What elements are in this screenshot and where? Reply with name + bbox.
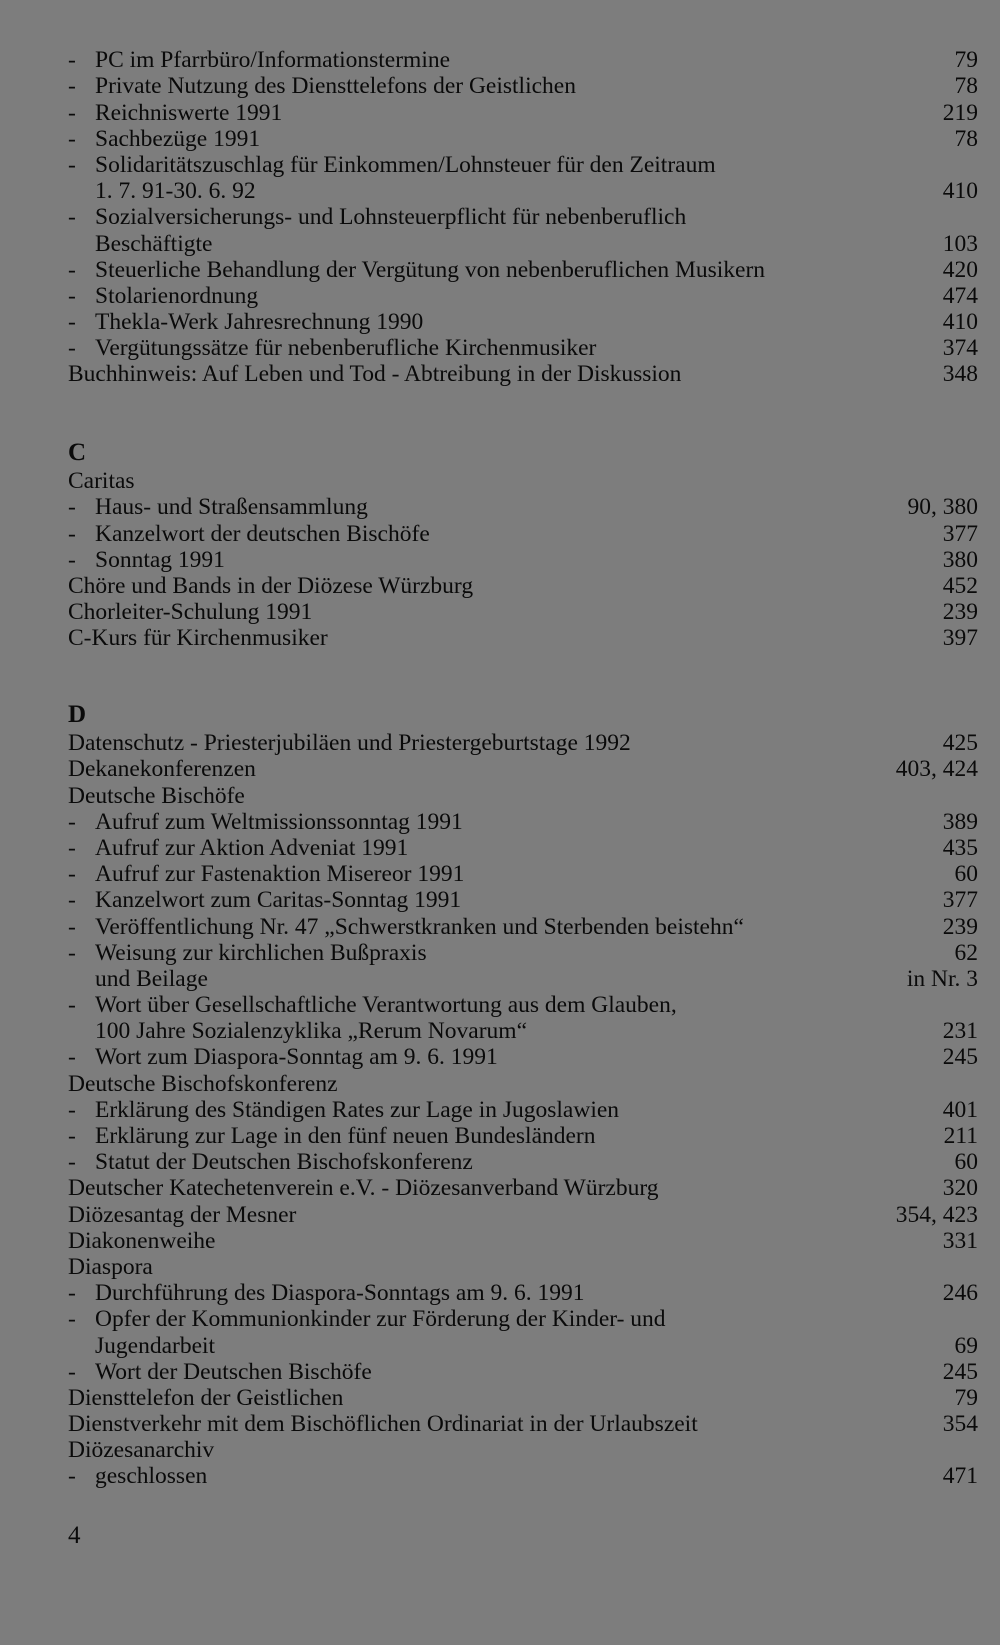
entry-page-ref: 245 — [942, 1358, 978, 1385]
index-entry — [68, 283, 978, 309]
entry-text — [68, 1280, 931, 1306]
entry-label: C-Kurs für Kirchenmusiker — [68, 625, 328, 652]
entry-text — [68, 1306, 966, 1332]
entry-label: Steuerliche Behandlung der Vergütung von nebenberuflichen Musikern — [95, 256, 766, 283]
entry-label: Sozialversicherungs- und Lohnsteuerpflicht für nebenberuflich — [95, 204, 687, 231]
entry-text — [68, 178, 931, 204]
entry-label: Aufruf zur Fastenaktion Misereor 1991 — [95, 861, 465, 888]
entry-text — [68, 1071, 966, 1097]
entry-label: Erklärung des Ständigen Rates zur Lage in Jugoslawien — [95, 1096, 620, 1123]
entry-text — [68, 1359, 931, 1385]
entry-text — [68, 361, 931, 387]
index-entry — [68, 1463, 978, 1489]
entry-text — [68, 914, 931, 940]
entry-page-ref: 474 — [942, 282, 978, 309]
entry-text — [68, 861, 943, 887]
sub-entry-dash: - — [68, 151, 76, 178]
entry-page-ref: 377 — [942, 887, 978, 914]
entry-text — [68, 468, 966, 494]
index-entry — [68, 520, 978, 546]
index-entry — [68, 73, 978, 99]
entry-page-ref: in Nr. 3 — [906, 965, 978, 992]
entry-label: Kanzelwort der deutschen Bischöfe — [95, 520, 430, 547]
entry-page-ref: 471 — [942, 1463, 978, 1490]
entry-text — [68, 257, 931, 283]
index-entry — [68, 152, 978, 178]
entry-label: Datenschutz - Priesterjubiläen und Priestergeburtstage 1992 — [68, 730, 631, 757]
entry-text — [68, 1097, 931, 1123]
entry-text — [68, 730, 931, 756]
entry-label: Aufruf zum Weltmissionssonntag 1991 — [95, 808, 463, 835]
index-entry — [68, 1332, 978, 1358]
entry-page-ref: 60 — [954, 861, 978, 888]
entry-page-ref: 377 — [942, 520, 978, 547]
entry-text — [68, 573, 931, 599]
entry-label: und Beilage — [95, 965, 208, 992]
entry-label: Opfer der Kommunionkinder zur Förderung der Kinder- und — [95, 1306, 666, 1333]
entry-label: Beschäftigte — [95, 230, 213, 257]
index-entry — [68, 913, 978, 939]
entry-text — [68, 47, 943, 73]
index-entry — [68, 1280, 978, 1306]
entry-label: 1. 7. 91-30. 6. 92 — [95, 178, 256, 205]
index-entry — [68, 809, 978, 835]
entry-text — [68, 231, 931, 257]
entry-page-ref: 354, 423 — [895, 1201, 978, 1228]
page-number: 4 — [68, 1522, 81, 1549]
index-entry — [68, 1175, 978, 1201]
entry-page-ref: 354 — [942, 1411, 978, 1438]
entry-label: Haus- und Straßensammlung — [95, 494, 368, 521]
entry-label: Dienstverkehr mit dem Bischöflichen Ordinariat in der Urlaubszeit — [68, 1411, 698, 1438]
entry-page-ref: 435 — [942, 834, 978, 861]
entry-label: Private Nutzung des Diensttelefons der Geistlichen — [95, 73, 576, 100]
entry-page-ref: 69 — [954, 1332, 978, 1359]
entry-label: Deutsche Bischofskonferenz — [68, 1070, 338, 1097]
entry-text — [68, 1463, 931, 1489]
entry-page-ref: 62 — [954, 939, 978, 966]
sub-entry-dash: - — [68, 309, 76, 336]
sub-entry-dash: - — [68, 1096, 76, 1123]
entry-page-ref: 410 — [942, 309, 978, 336]
index-entry — [68, 230, 978, 256]
entry-label: Thekla-Werk Jahresrechnung 1990 — [95, 309, 424, 336]
entry-text — [68, 1228, 931, 1254]
entry-page-ref: 78 — [954, 73, 978, 100]
entry-text — [68, 1437, 966, 1463]
index-section-d — [68, 700, 978, 1489]
sub-entry-dash: - — [68, 939, 76, 966]
entry-label: Erklärung zur Lage in den fünf neuen Bundesländern — [95, 1123, 596, 1149]
index-entry — [68, 625, 978, 651]
sub-entry-dash: - — [68, 1044, 76, 1071]
entry-text — [68, 1333, 943, 1359]
entry-text — [68, 1411, 931, 1437]
entry-label: Aufruf zur Aktion Adveniat 1991 — [95, 834, 409, 861]
sub-entry-dash: - — [68, 73, 76, 100]
entry-text — [68, 204, 966, 230]
sub-entry-dash: - — [68, 1463, 76, 1490]
entry-page-ref: 103 — [942, 230, 978, 257]
sub-entry-dash: - — [68, 1358, 76, 1385]
entry-page-ref: 374 — [942, 335, 978, 362]
sub-entry-dash: - — [68, 1280, 76, 1307]
entry-label: geschlossen — [95, 1463, 208, 1490]
entry-text — [68, 809, 931, 835]
entry-label: Sonntag 1991 — [95, 546, 225, 573]
sub-entry-dash: - — [68, 1149, 76, 1176]
entry-page-ref: 78 — [954, 125, 978, 152]
entry-page-ref: 211 — [943, 1123, 978, 1149]
index-entry — [68, 756, 978, 782]
entry-page-ref: 219 — [942, 99, 978, 126]
entry-label: Chöre und Bands in der Diözese Würzburg — [68, 572, 474, 599]
entry-label: Durchführung des Diaspora-Sonntags am 9. 6. 1991 — [95, 1280, 585, 1307]
index-entry — [68, 547, 978, 573]
index-entry — [68, 1385, 978, 1411]
index-entry — [68, 1254, 978, 1280]
sub-entry-dash: - — [68, 335, 76, 362]
index-entry — [68, 1123, 978, 1149]
index-entry — [68, 835, 978, 861]
entry-text — [68, 1123, 932, 1149]
entry-text — [68, 126, 943, 152]
sub-entry-dash: - — [68, 1123, 76, 1149]
entry-page-ref: 348 — [942, 361, 978, 388]
entry-label: Chorleiter-Schulung 1991 — [68, 599, 313, 626]
entry-label: Sachbezüge 1991 — [95, 125, 261, 152]
sub-entry-dash: - — [68, 834, 76, 861]
entry-label: Deutscher Katechetenverein e.V. - Diözesanverband Würzburg — [68, 1175, 659, 1202]
entry-page-ref: 320 — [942, 1175, 978, 1202]
index-entry — [68, 1201, 978, 1227]
index-entry — [68, 257, 978, 283]
entry-text — [68, 309, 931, 335]
entry-text — [68, 73, 943, 99]
entry-text — [68, 152, 966, 178]
index-entry — [68, 47, 978, 73]
index-entry — [68, 887, 978, 913]
index-entry — [68, 1149, 978, 1175]
entry-text — [68, 887, 931, 913]
index-entry — [68, 1018, 978, 1044]
index-entry — [68, 599, 978, 625]
entry-page-ref: 79 — [954, 1384, 978, 1411]
entry-label: Veröffentlichung Nr. 47 „Schwerstkranken und Sterbenden beistehn“ — [95, 913, 744, 940]
entry-page-ref: 60 — [954, 1149, 978, 1176]
index-entry — [68, 940, 978, 966]
entry-label: Solidaritätszuschlag für Einkommen/Lohnsteuer für den Zeitraum — [95, 151, 716, 178]
entry-text — [68, 1254, 966, 1280]
entry-label: Reichniswerte 1991 — [95, 99, 283, 126]
sub-entry-dash: - — [68, 546, 76, 573]
entry-label: Deutsche Bischöfe — [68, 782, 245, 809]
entry-page-ref: 245 — [942, 1044, 978, 1071]
entry-text — [68, 1149, 943, 1175]
entry-text — [68, 547, 931, 573]
entry-text — [68, 625, 931, 651]
entry-label: Kanzelwort zum Caritas-Sonntag 1991 — [95, 887, 462, 914]
index-entry — [68, 178, 978, 204]
entry-page-ref: 425 — [942, 730, 978, 757]
entry-text — [68, 599, 931, 625]
sub-entry-dash: - — [68, 520, 76, 547]
entry-text — [68, 783, 966, 809]
entry-text — [68, 756, 884, 782]
entry-text — [68, 283, 931, 309]
entry-page-ref: 231 — [942, 1018, 978, 1045]
entry-page-ref: 90, 380 — [907, 494, 978, 521]
index-entry — [68, 1070, 978, 1096]
index-entry — [68, 494, 978, 520]
sub-entry-dash: - — [68, 808, 76, 835]
section-letter-c: C — [68, 439, 87, 466]
index-entry — [68, 1411, 978, 1437]
entry-page-ref: 410 — [942, 178, 978, 205]
sub-entry-dash: - — [68, 1306, 76, 1333]
entry-label: Diaspora — [68, 1253, 153, 1280]
sub-entry-dash: - — [68, 204, 76, 231]
entry-page-ref: 246 — [942, 1280, 978, 1307]
entry-page-ref: 401 — [942, 1096, 978, 1123]
entry-label: Diakonenweihe — [68, 1227, 216, 1254]
sub-entry-dash: - — [68, 47, 76, 74]
entry-label: Statut der Deutschen Bischofskonferenz — [95, 1149, 473, 1176]
index-entry — [68, 309, 978, 335]
entry-label: 100 Jahre Sozialenzyklika „Rerum Novarum“ — [95, 1018, 527, 1045]
entry-label: Weisung zur kirchlichen Bußpraxis — [95, 939, 427, 966]
entry-label: Diensttelefon der Geistlichen — [68, 1384, 344, 1411]
entry-text — [68, 992, 966, 1018]
index-entry — [68, 573, 978, 599]
entry-text — [68, 100, 931, 126]
sub-entry-dash: - — [68, 125, 76, 152]
entry-page-ref: 420 — [942, 256, 978, 283]
entry-label: Diözesantag der Mesner — [68, 1201, 297, 1228]
index-entry — [68, 966, 978, 992]
entry-label: Stolarienordnung — [95, 282, 259, 309]
sub-entry-dash: - — [68, 861, 76, 888]
section-letter-d: D — [68, 701, 87, 728]
entry-label: Caritas — [68, 468, 135, 495]
sub-entry-dash: - — [68, 256, 76, 283]
index-entry — [68, 992, 978, 1018]
entry-label: Wort zum Diaspora-Sonntag am 9. 6. 1991 — [95, 1044, 498, 1071]
entry-page-ref: 239 — [942, 913, 978, 940]
index-entry — [68, 861, 978, 887]
entry-page-ref: 239 — [942, 599, 978, 626]
sub-entry-dash: - — [68, 913, 76, 940]
index-entry — [68, 468, 978, 494]
entry-page-ref: 403, 424 — [895, 756, 978, 783]
sub-entry-dash: - — [68, 282, 76, 309]
index-entry — [68, 782, 978, 808]
entry-label: Buchhinweis: Auf Leben und Tod - Abtreibung in der Diskussion — [68, 361, 682, 388]
index-section-c — [68, 438, 978, 651]
entry-page-ref: 452 — [942, 572, 978, 599]
index-entry — [68, 1437, 978, 1463]
entry-label: Wort über Gesellschaftliche Verantwortung aus dem Glauben, — [95, 992, 677, 1019]
entry-label: Jugendarbeit — [95, 1332, 216, 1359]
entry-text — [68, 1018, 931, 1044]
entry-page-ref: 380 — [942, 546, 978, 573]
entry-page-ref: 79 — [954, 47, 978, 74]
entry-text — [68, 521, 931, 547]
index-entry — [68, 335, 978, 361]
sub-entry-dash: - — [68, 887, 76, 914]
index-entry — [68, 1306, 978, 1332]
entry-label: Wort der Deutschen Bischöfe — [95, 1358, 372, 1385]
entry-page-ref: 397 — [942, 625, 978, 652]
entry-label: Vergütungssätze für nebenberufliche Kirchenmusiker — [95, 335, 597, 362]
index-entry — [68, 1359, 978, 1385]
index-entry — [68, 730, 978, 756]
index-entry — [68, 1044, 978, 1070]
entry-text — [68, 335, 931, 361]
sub-entry-dash: - — [68, 99, 76, 126]
sub-entry-dash: - — [68, 494, 76, 521]
index-entry — [68, 99, 978, 125]
entry-page-ref: 331 — [942, 1227, 978, 1254]
sub-entry-dash: - — [68, 992, 76, 1019]
entry-text — [68, 835, 931, 861]
entry-label: PC im Pfarrbüro/Informationstermine — [95, 47, 451, 74]
entry-text — [68, 1044, 931, 1070]
entry-text — [68, 1202, 884, 1228]
index-entry — [68, 1097, 978, 1123]
entry-label: Dekanekonferenzen — [68, 756, 256, 783]
entry-text — [68, 1175, 931, 1201]
index-entry — [68, 1228, 978, 1254]
entry-text — [68, 966, 895, 992]
entry-text — [68, 940, 943, 966]
index-entry — [68, 126, 978, 152]
index-entry — [68, 204, 978, 230]
entry-page-ref: 389 — [942, 808, 978, 835]
index-entry — [68, 361, 978, 387]
index-continuation — [68, 47, 978, 387]
entry-text — [68, 494, 896, 520]
entry-label: Diözesanarchiv — [68, 1437, 215, 1464]
entry-text — [68, 1385, 943, 1411]
